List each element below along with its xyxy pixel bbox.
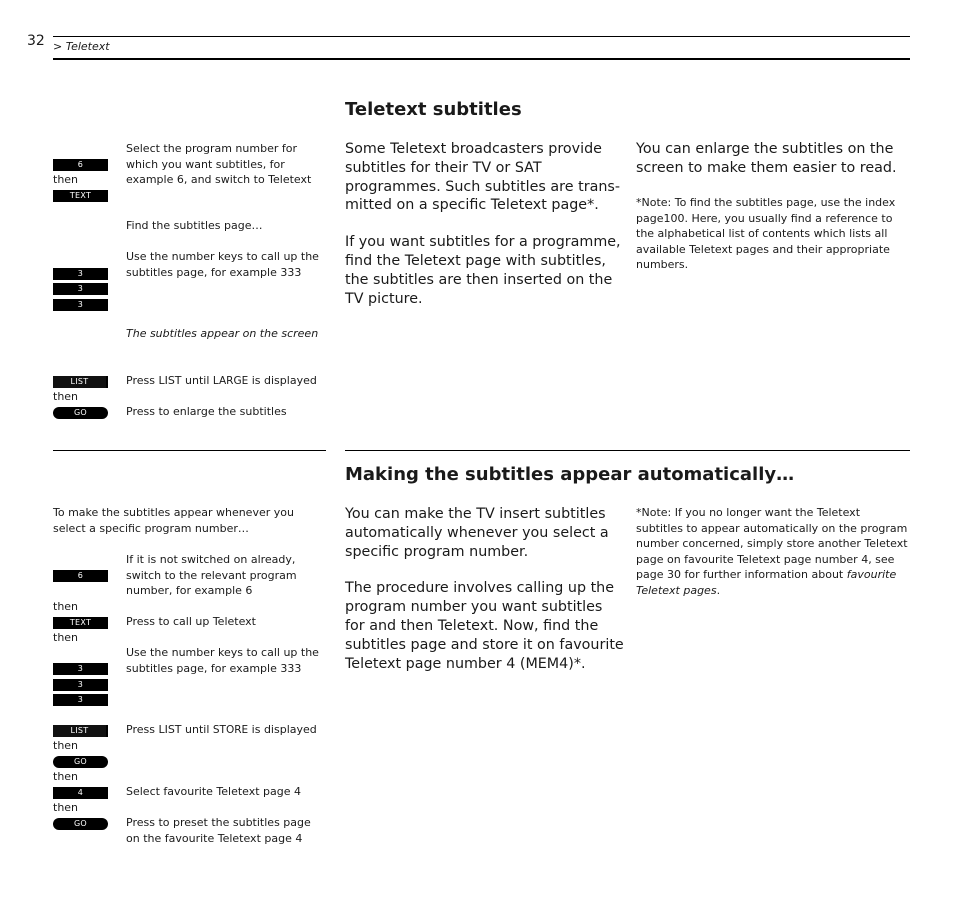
step-text: is displayed bbox=[248, 374, 317, 387]
display-word: STORE bbox=[212, 724, 249, 736]
key-text-button[interactable]: TEXT bbox=[53, 190, 108, 202]
step-press-list-store bbox=[126, 722, 317, 739]
then-label: then bbox=[53, 600, 79, 613]
then-label: then bbox=[53, 770, 79, 783]
section2-paragraph-2: The procedure involves calling up the program number you want subtitles for and then Teletext. Now, find the subtitles page and store it on favourite Teletext page number 4 (MEM4)*. bbox=[345, 580, 624, 672]
header-top-rule bbox=[53, 36, 910, 37]
step-preset-subtitles: Press to preset the subtitles page on the favourite Teletext page 4 bbox=[126, 816, 311, 845]
step-subtitles-appear: The subtitles appear on the screen bbox=[126, 327, 319, 340]
step-text: is displayed bbox=[248, 723, 317, 736]
key-go-button[interactable]: GO bbox=[53, 756, 108, 768]
note-italic: favourite Teletext pages bbox=[636, 568, 897, 597]
then-label: then bbox=[53, 801, 79, 814]
key-3-button[interactable]: 3 bbox=[53, 679, 108, 691]
section-title-automatic-subtitles: Making the subtitles appear automatically… bbox=[345, 464, 795, 485]
section1-paragraph-1: Some Teletext broadcasters provide subtitles for their TV or SAT programmes. Such subtitles are trans-mitted on a specific Teletext page*. bbox=[345, 141, 620, 214]
section2-note bbox=[636, 505, 910, 599]
key-6-button[interactable]: 6 bbox=[53, 159, 108, 171]
section2-paragraph-1: You can make the TV insert subtitles automatically whenever you select a specific program number. bbox=[345, 506, 609, 560]
section1-enlarge-text: You can enlarge the subtitles on the screen to make them easier to read. bbox=[636, 141, 897, 176]
section-title-teletext-subtitles: Teletext subtitles bbox=[345, 99, 522, 120]
breadcrumb: > Teletext bbox=[53, 40, 110, 53]
step-text: Press LIST until bbox=[126, 723, 213, 736]
step-select-program: Select the program number for which you want subtitles, for example 6, and switch to Teletext bbox=[126, 142, 312, 186]
step-number-keys: Use the number keys to call up the subtitles page, for example 333 bbox=[126, 250, 319, 279]
step-text: Press LIST until bbox=[126, 374, 213, 387]
note-text: *Note: If you no longer want the Teletext subtitles to appear automatically on the program number concerned, simply store another Teletext page on favourite Teletext page number 4, see page 30 for further information about bbox=[636, 506, 908, 582]
step-switch-program: If it is not switched on already, switch to the relevant program number, for example 6 bbox=[126, 553, 297, 597]
key-go-button[interactable]: GO bbox=[53, 818, 108, 830]
step-number-keys: Use the number keys to call up the subtitles page, for example 333 bbox=[126, 646, 319, 675]
key-list-button[interactable]: LIST bbox=[53, 376, 108, 388]
key-go-button[interactable]: GO bbox=[53, 407, 108, 419]
key-3-button[interactable]: 3 bbox=[53, 694, 108, 706]
section1-body bbox=[345, 140, 625, 308]
step-enlarge: Press to enlarge the subtitles bbox=[126, 405, 287, 418]
then-label: then bbox=[53, 390, 79, 403]
key-text-button[interactable]: TEXT bbox=[53, 617, 108, 629]
key-3-button[interactable]: 3 bbox=[53, 268, 108, 280]
then-label: then bbox=[53, 631, 79, 644]
step-call-teletext: Press to call up Teletext bbox=[126, 615, 256, 628]
key-list-button[interactable]: LIST bbox=[53, 725, 108, 737]
note-text: . bbox=[716, 583, 721, 597]
step-select-favourite: Select favourite Teletext page 4 bbox=[126, 785, 302, 798]
display-word: LARGE bbox=[212, 375, 249, 387]
key-3-button[interactable]: 3 bbox=[53, 299, 108, 311]
section2-intro: To make the subtitles appear whenever you select a specific program number… bbox=[53, 506, 294, 535]
page-number: 32 bbox=[27, 33, 45, 49]
section1-paragraph-2: If you want subtitles for a programme, find the Teletext page with subtitles, the subtitles are then inserted on the TV picture. bbox=[345, 234, 621, 307]
step-press-list-large bbox=[126, 373, 317, 390]
section-divider-left bbox=[53, 450, 326, 451]
then-label: then bbox=[53, 739, 79, 752]
key-3-button[interactable]: 3 bbox=[53, 663, 108, 675]
section-divider-right bbox=[345, 450, 910, 451]
then-label: then bbox=[53, 173, 79, 186]
key-3-button[interactable]: 3 bbox=[53, 283, 108, 295]
section1-note: *Note: To find the subtitles page, use the index page100. Here, you usually find a reference to the alphabetical list of contents which lists all available Teletext pages and their appropriate numbers. bbox=[636, 196, 896, 272]
key-4-button[interactable]: 4 bbox=[53, 787, 108, 799]
header-bottom-rule bbox=[53, 58, 910, 60]
section2-body bbox=[345, 505, 625, 673]
key-6-button[interactable]: 6 bbox=[53, 570, 108, 582]
step-find-subtitles: Find the subtitles page… bbox=[126, 219, 263, 232]
